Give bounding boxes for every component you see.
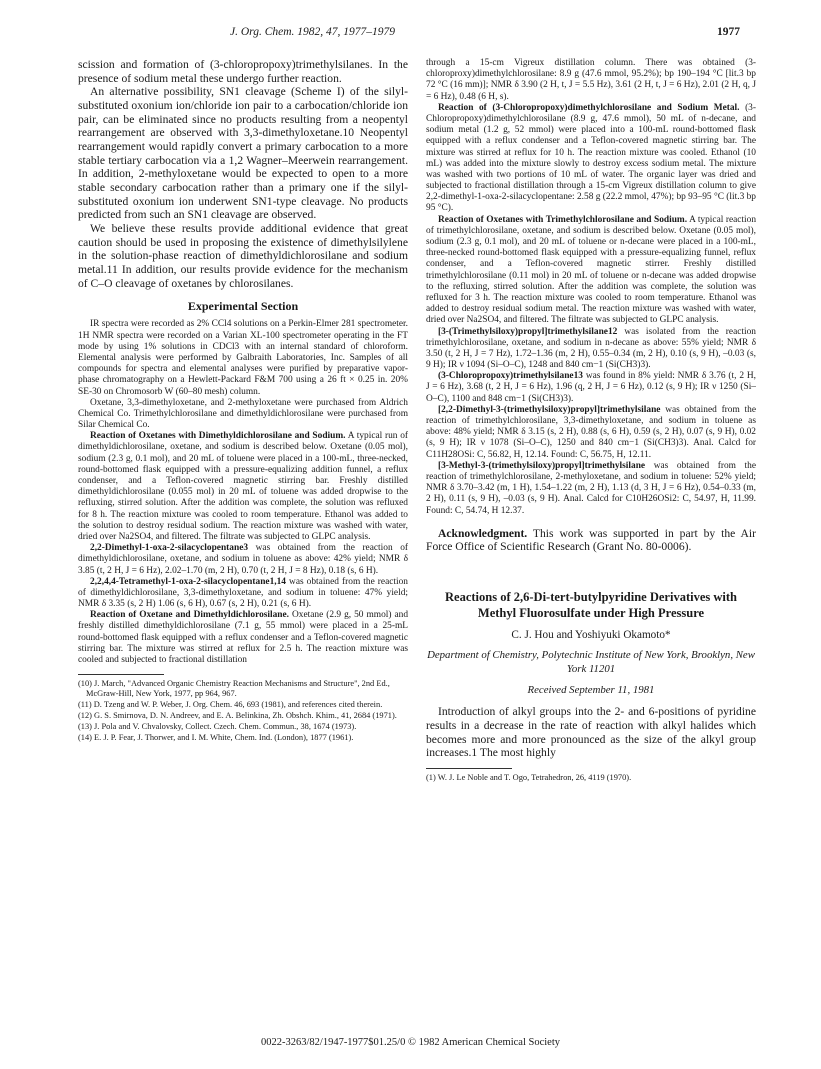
footnote: (13) J. Pola and V. Chvalovsky, Collect. Czech. Chem. Commun., 38, 1674 (1973).: [78, 721, 357, 731]
experimental-paragraph: IR spectra were recorded as 2% CCl4 solutions on a Perkin-Elmer 281 spectrometer. 1H NMR spectra were recorded on a Varian XL-100 spectrometer operating in the FT mode by using 1% solutions in CDCl3 with an internal standard of chloroform. Elemental analysis were performed by Galbraith Laboratories, Inc. Samples of all compounds for spectra and elemental analyses were purified by preparative vapor-phase chromatography on a Hewlett-Packard F&M 700 using a 26 ft × 0.25 in. 20% SE-30 on Chromosorb W (60–80 mesh) column.: [78, 319, 408, 397]
body-paragraph: An alternative possibility, SN1 cleavage (Scheme I) of the silyl-substituted oxonium ion/chloride ion pair to a carbocation/chloride ion pair, can be eliminated since no products resulting from a neopentyl rearrangement are observed with 3,3-dimethyloxetane.10 Neopentyl rearrangement would rapidly convert a primary carbocation to a more stable tertiary carbocation via a 1,2 Wagner–Meerwein rearrangement. In addition, 2-methyloxetane would be expected to open to a more stable secondary carbocation rather than a primary one if the silyl-substituted oxonium ion underwent SN1-type cleavage. No products predicted from such an SN1 cleavage are observed.: [78, 85, 408, 222]
procedure-continued: through a 15-cm Vigreux distillation column. There was obtained (3-chloroproxy)dimethylchlorosilane: 8.9 g (47.6 mmol, 95.2%); bp 190–194 °C [lit.3 bp 72 °C (16 mm)]; NMR δ 3.90 (2 H, t, J = 5.5 Hz), 3.61 (2 H, t, J = 6 Hz), 2.01 (2 H, q, J = 6 Hz), 0.48 (6 H, s).: [426, 58, 756, 102]
procedure-heading: 2,2-Dimethyl-1-oxa-2-silacyclopentane3: [90, 543, 249, 554]
footnote: (1) W. J. Le Noble and T. Ogo, Tetrahedron, 26, 4119 (1970).: [426, 772, 632, 782]
acknowledgment-heading: Acknowledgment.: [438, 526, 528, 540]
article-affiliation: Department of Chemistry, Polytechnic Institute of New York, Brooklyn, New York 11201: [427, 649, 755, 675]
procedure-text: was obtained from the reaction of dimethyldichlorosilane, 3,3-dimethyloxetane, and sodium in toluene: 47% yield; NMR δ 3.35 (s, 2 H) 1.06 (s, 6 H), 0.67 (s, 2 H), 0.21 (s, 6 H).: [78, 576, 408, 610]
procedure-text: was found in 8% yield: NMR δ 3.76 (t, 2 H, J = 6 Hz), 3.68 (t, 2 H, J = 6 Hz), 1.96 (q, 2 H, J = 6 Hz), 0.12 (s, 9 H); IR ν 1250 (Si–O–C), 1100 and 848 cm−1 (Si(CH3)3).: [426, 371, 756, 404]
procedure-text: (3-Chloropropoxy)dimethylchlorosilane (8.9 g, 47.6 mmol), 50 mL of n-decane, and sodium metal (1.2 g, 52 mmol) were placed into a 100-mL round-bottomed flask equipped with a reflux condenser and a Teflon-covered magnetic stirring bar. The mixture was stirred at reflux for 10 h. The reaction mixture was cooled. Ethanol (10 mL) was added into the mixture slowly to destroy excess sodium metal. The mixture was washed with two portions of 10 mL of water. The organic layer was dried and subjected to fractional distillation through a 15-cm Vigreux distillation column to give 2,2-dimethyl-1-oxa-2-silacyclopentane: 2.58 g (22.2 mmol, 47%); bp 93–95 °C (lit.3 bp 95 °C).: [426, 102, 756, 214]
procedure-paragraph: [426, 215, 756, 327]
procedure-text: was obtained from the reaction of dimethyldichlorosilane, oxetane, and sodium in toluene as above: 42% yield; NMR δ 3.85 (t, 2 H, J = 6 Hz), 2.02–1.70 (m, 2 H), 0.70 (t, 2 H, J = 8 Hz), 0.18 (s, 6 H).: [78, 543, 409, 576]
procedure-heading: Reaction of Oxetanes with Dimethyldichlorosilane and Sodium.: [90, 431, 346, 442]
procedure-text: was isolated from the reaction trimethylchlorosilane, oxetane, and sodium in n-decane as above: 55% yield; NMR δ 3.50 (t, 2 H, J = 7 Hz), 1.72–1.36 (m, 2 H), 0.55–0.34 (m, 2 H), 0.10 (s, 9 H), –0.03 (s, 9 H); IR ν 1094 (Si–O–C), 1248 and 840 cm−1 (Si(CH3)3).: [426, 326, 756, 371]
procedure-heading: Reaction of Oxetanes with Trimethylchlorosilane and Sodium.: [438, 214, 688, 225]
footnote: (10) J. March, "Advanced Organic Chemistry Reaction Mechanisms and Structure", 2nd Ed., McGraw-Hill, New York, 1977, pp 964, 967.: [78, 679, 390, 699]
right-column: [426, 58, 756, 784]
acknowledgment: [426, 527, 756, 554]
experimental-paragraph: Oxetane, 3,3-dimethyloxetane, and 2-methyloxetane were purchased from Aldrich Chemical Co. Trimethylchlorosilane and dimethyldichlorosilane were purchased from Silar Chemical Co.: [78, 397, 408, 431]
procedure-text: A typical run of dimethyldichlorosilane, oxetane, and sodium is described below. Oxetane (0.05 mol), sodium (2.3 g, 0.1 mol), and 20 mL of toluene were placed in a 100-mL, three-necked, round-bottomed flask equipped with a pressure-equalizing addition funnel, a reflux condenser, and a Teflon-covered magnetic stirring bar. Freshly distilled dimethyldichlorosilane (0.055 mol) in 20 mL of toluene was added dropwise to the refluxing, stirred solution. After the addition was complete, the solution was refluxed for 8 h. The reaction mixture was cooled to room temperature. Ethanol was added to the solution to destroy residual sodium. The reaction mixture was washed with water, dried over Na2SO4, and filtered. The filtrate was subjected to GLPC analysis.: [78, 431, 408, 542]
article-title: Reactions of 2,6-Di-tert-butylpyridine Derivatives with Methyl Fluorosulfate under High Pressure: [445, 590, 737, 620]
footnote-divider: [78, 674, 164, 675]
procedure-text: Oxetane (2.9 g, 50 mmol) and freshly distilled dimethyldichlorosilane (7.1 g, 55 mmol) were placed in a 25-mL round-bottomed flask equipped with a reflux condenser and a Teflon-covered magnetic stirring bar. The mixture was stirred at reflux for 2.5 h. The reaction mixture was cooled and subjected to fractional distillation: [78, 610, 409, 666]
footnote-divider: [426, 768, 512, 769]
procedure-paragraph: [426, 103, 756, 215]
procedure-text: was obtained from the reaction of trimethylchlorosilane, 3,3-dimethyloxetane, and sodium in toluene as above: 48% yield; NMR δ 3.15 (s, 2 H), 0.88 (s, 6 H), 0.59 (s, 2 H), 0.07 (s, 9 H), 0.02 (s, 9 H); IR ν 1078 (Si–O–C), 1250 and 840 cm−1 (Si(CH3)3). Anal. Calcd for C11H28OSi: C, 56.82, H, 12.14. Found: C, 56.75, H, 12.11.: [426, 404, 756, 460]
procedure-paragraph: [78, 543, 408, 577]
body-paragraph: We believe these results provide additional evidence that great caution should be used in proposing the existence of dimethylsilylene in the solution-phase reaction of dimethyldichlorosilane and sodium metal.11 In addition, our results provide evidence for the mechanism of C–O cleavage of oxetanes by chlorosilanes.: [78, 222, 408, 290]
procedure-paragraph: [426, 461, 756, 517]
procedure-heading: [3-Methyl-3-(trimethylsiloxy)propyl]trimethylsilane: [438, 460, 646, 471]
procedure-paragraph: [426, 371, 756, 405]
procedure-heading: (3-Chloropropoxy)trimethylsilane13: [438, 371, 583, 382]
procedure-heading: 2,2,4,4-Tetramethyl-1-oxa-2-silacyclopentane1,14: [90, 576, 286, 587]
footnote: (12) G. S. Smirnova, D. N. Andreev, and E. A. Belinkina, Zh. Obshch. Khim., 41, 2684 (1971).: [78, 710, 397, 720]
article-authors: C. J. Hou and Yoshiyuki Okamoto*: [511, 629, 671, 642]
page-footer: 0022-3263/82/1947-1977$01.25/0 © 1982 American Chemical Society: [260, 1037, 561, 1048]
page-header: [80, 26, 740, 44]
procedure-heading: [3-(Trimethylsiloxy)propyl]trimethylsilane12: [438, 326, 618, 337]
procedure-text: A typical reaction of trimethylchlorosilane, oxetane, and sodium is described below. Oxetane (0.05 mol), sodium (2.3 g, 0.1 mol), and 20 mL of toluene or n-decane were placed in a 100-mL, three-necked round-bottomed flask equipped with a pressure-equalizing funnel, reflux condenser, and a Teflon-covered magnetic stirrer. Freshly distilled trimethylchlorosilane (0.11 mol) in 20 mL of toluene or n-decane was added dropwise to the refluxing, stirred solution. After the addition was complete, the solution was refluxed for 3 h. The reaction mixture was cooled to room temperature. Ethanol was added to destroy residual sodium metal. The reaction mixture was washed with water, dried over Na2SO4, and filtered. The filtrate was subjected to GLPC analysis.: [426, 214, 757, 326]
intro-paragraph: Introduction of alkyl groups into the 2- and 6-positions of pyridine results in a decrease in the rate of reaction with alkyl halides which becomes more and more pronounced as the size of the alkyl group increases.1 The most highly: [426, 705, 756, 760]
procedure-paragraph: [426, 327, 756, 372]
procedure-heading: Reaction of (3-Chloropropoxy)dimethylchlorosilane and Sodium Metal.: [438, 102, 740, 113]
procedure-text: was obtained from the reaction of trimethylchlorosilane, 2-methyloxetane, and sodium in toluene: 52% yield; NMR δ 3.70–3.42 (m, 1 H), 1.54–1.22 (m, 2 H), 1.13 (d, 3 H, J = 6 Hz), 0.54–0.33 (m, 2 H), 0.11 (s, 9 H), –0.03 (s, 9 H). Anal. Calcd for C10H26OSi2: C, 54.97, H, 11.99. Found: C, 54.74, H 12.37.: [426, 460, 756, 516]
page-number: 1977: [717, 26, 740, 38]
procedure-paragraph: [426, 405, 756, 461]
procedure-paragraph: [78, 431, 408, 543]
footnote: (11) D. Tzeng and W. P. Weber, J. Org. Chem. 46, 693 (1981), and references cited therein.: [78, 700, 383, 710]
section-title: Experimental Section: [187, 299, 299, 314]
procedure-paragraph: [78, 610, 408, 666]
body-paragraph: scission and formation of (3-chloropropoxy)trimethylsilanes. In the presence of sodium metal these undergo further reaction.: [78, 58, 408, 85]
received-date: Received September 11, 1981: [527, 684, 655, 697]
left-column: [78, 58, 408, 744]
procedure-heading: [2,2-Dimethyl-3-(trimethylsiloxy)propyl]trimethylsilane: [438, 404, 661, 415]
acknowledgment-text: This work was supported in part by the Air Force Office of Scientific Research (Grant No. 80-0006).: [426, 526, 756, 554]
footnote: (14) E. J. P. Fear, J. Thorwer, and I. M. White, Chem. Ind. (London), 1877 (1961).: [78, 732, 354, 742]
journal-citation: J. Org. Chem. 1982, 47, 1977–1979: [230, 26, 396, 38]
procedure-heading: Reaction of Oxetane and Dimethyldichlorosilane.: [90, 610, 290, 621]
procedure-paragraph: [78, 577, 408, 611]
